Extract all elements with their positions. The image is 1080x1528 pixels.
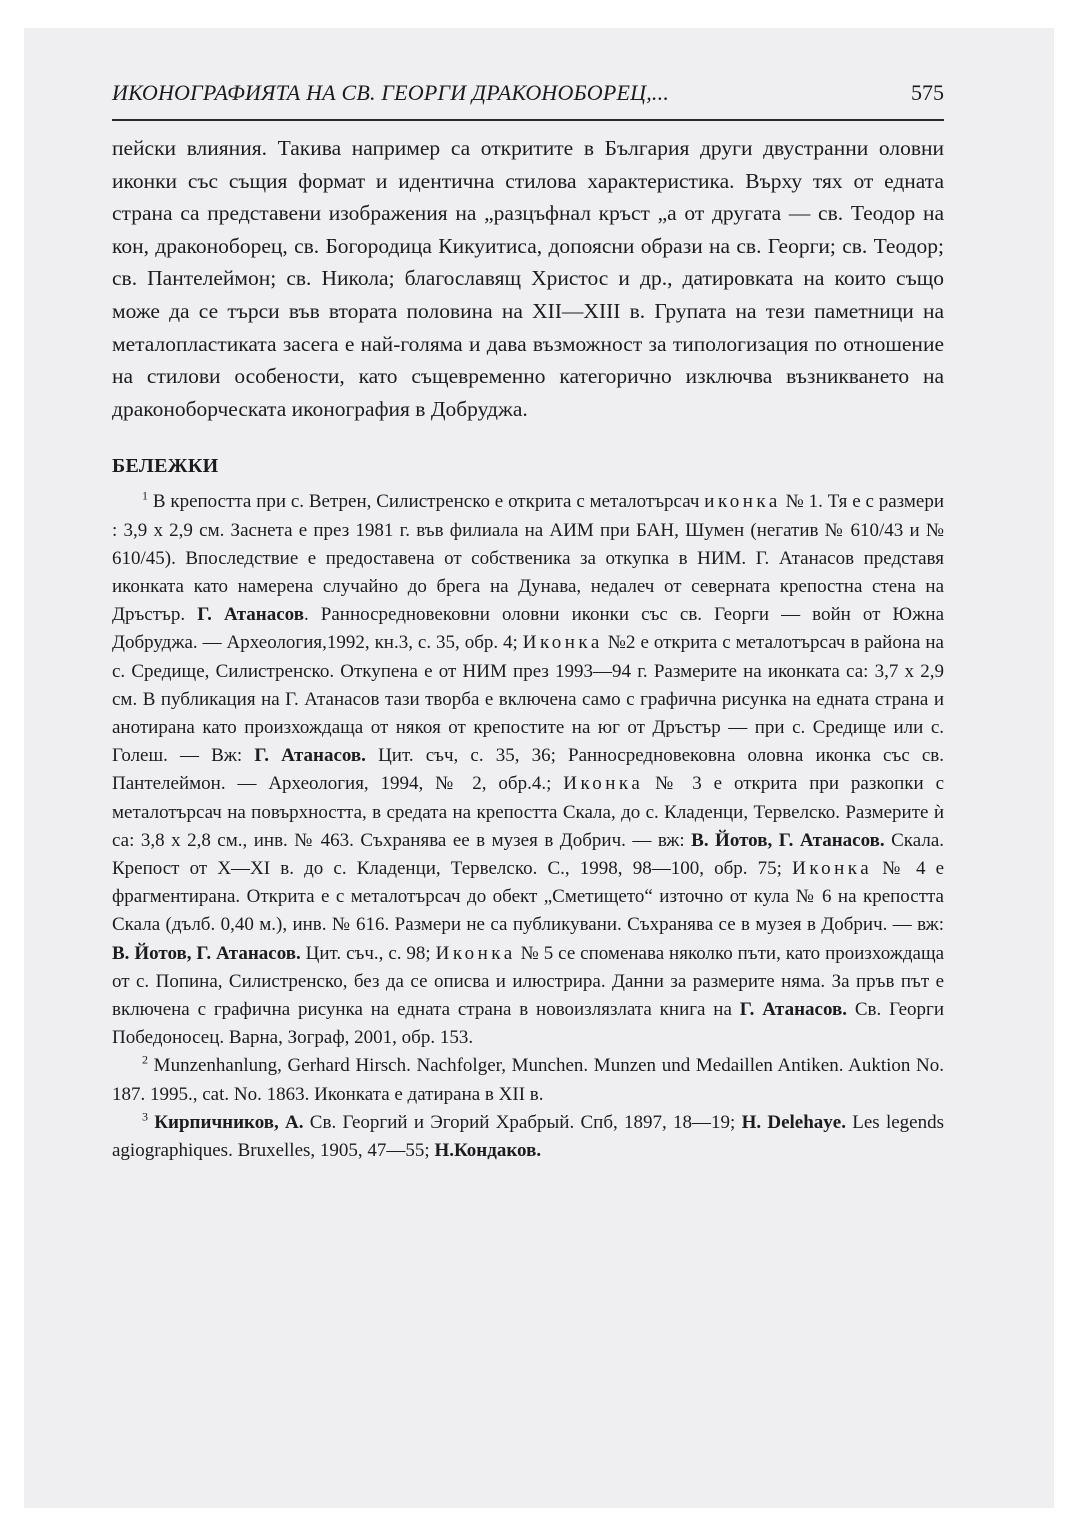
running-header	[112, 80, 944, 106]
page-number: 575	[911, 80, 944, 105]
footnote-2: $^2$ Munzenhanlung, Gerhard Hirsch. Nachfolger, Munchen. Munzen und Medaillen Antiken. Auktion No. 187. 1995., cat. No. 1863. Иконката е датирана в XII в.	[112, 1053, 945, 1105]
footnote-3: $^3$ Кирпичников, А. Св. Георгий и Эгорий Храбрый. Спб, 1897, 18—19; H. Delehaye. Les legends agiographiques. Bruxelles, 1905, 47—55; Н.Кондаков.	[112, 1109, 944, 1162]
running-title: ИКОНОГРАФИЯТА НА СВ. ГЕОРГИ ДРАКОНОБОРЕЦ,...	[112, 80, 670, 105]
footnote-1: $^1$ В крепостта при с. Ветрен, Силистренско е открита с металотърсач иконка № 1. Тя е с размери : 3,9 х 2,9 см. Заснета е през 1981 г. във филиала на АИМ при БАН, Шумен (негатив № 610/43 и № 610/45). Впоследствие е предоставена от собственика за откупка в НИМ. Г. Атанасов представя иконката като намерена случайно до брега на Дунава, недалеч от северната крепостна стена на Дръстър. Г. Атанасов. Ранносредновековни оловни иконки със св. Георги — войн от Южна Добруджа. — Археология,1992, кн.3, с. 35, обр. 4; Иконка №2 е открита с металотърсач в района на с. Средище, Силистренско. Откупена е от НИМ през 1993—94 г. Размерите на иконката са: 3,7 х 2,9 см. В публикация на Г. Атанасов тази творба е включена само с графична рисунка на едната страна и анотирана като произхождаща от някоя от крепостите на юг от Дръстър — при с. Средище или с. Голеш. — Вж: Г. Атанасов. Цит. съч, с. 35, 36; Ранносредновековна оловна иконка със св. Пантелеймон. — Археология, 1994, № 2, обр.4.; Иконка № 3 е открита при разкопки с металотърсач на повърхността, в средата на крепостта Скала, до с. Кладенци, Тервелско. Размерите ѝ са: 3,8 х 2,8 см., инв. № 463. Съхранява ее в музея в Добрич. — вж: В. Йотов, Г. Атанасов. Скала. Крепост от X—XI в. до с. Кладенци, Тервелско. С., 1998, 98—100, обр. 75; Иконка № 4 е фрагментирана. Открита е с металотърсач до обект „Сметището“ източно от кула № 6 на крепостта Скала (дълб. 0,40 м.), инв. № 616. Размери не са публикувани. Съхранява се в музея в Добрич. — вж: В. Йотов, Г. Атанасов. Цит. съч., с. 98; Иконка № 5 се споменава няколко пъти, като произхождаща от с. Попина, Силистренско, без да се описва и илюстрира. Данни за размерите няма. За пръв път е включена с графична рисунка на едната страна в новоизлязлата книга на Г. Атанасов. Св. Георги Победоносец. Варна, Зограф, 2001, обр. 153.	[112, 489, 945, 1049]
footnote-number: 2	[142, 1053, 148, 1068]
header-rule	[112, 119, 944, 121]
main-text-block	[112, 132, 944, 425]
main-paragraph: пейски влияния. Такива например са откритите в България други двустранни оловни иконки със същия формат и идентична стилова характеристика. Върху тях от едната страна са представени изображения на „разцъфнал кръст „а от другата — св. Теодор на кон, драконоборец, св. Богородица Кикуитиса, допоясни образи на св. Георги; св. Теодор; св. Пантелеймон; св. Никола; благославящ Христос и др., датировката на които също може да се търси във втората половина на XII—XIII в. Групата на тези паметници на металопластиката засега е най-голяма и дава възможност за типологизация по отношение на стилови особености, като същевременно категорично изключва възникването на драконоборческата иконография в Добруджа.	[112, 136, 944, 421]
notes-heading: БЕЛЕЖКИ	[112, 455, 219, 478]
footnote-number: 1	[142, 489, 148, 504]
footnote-number: 3	[142, 1109, 148, 1124]
page-body	[112, 132, 944, 1165]
